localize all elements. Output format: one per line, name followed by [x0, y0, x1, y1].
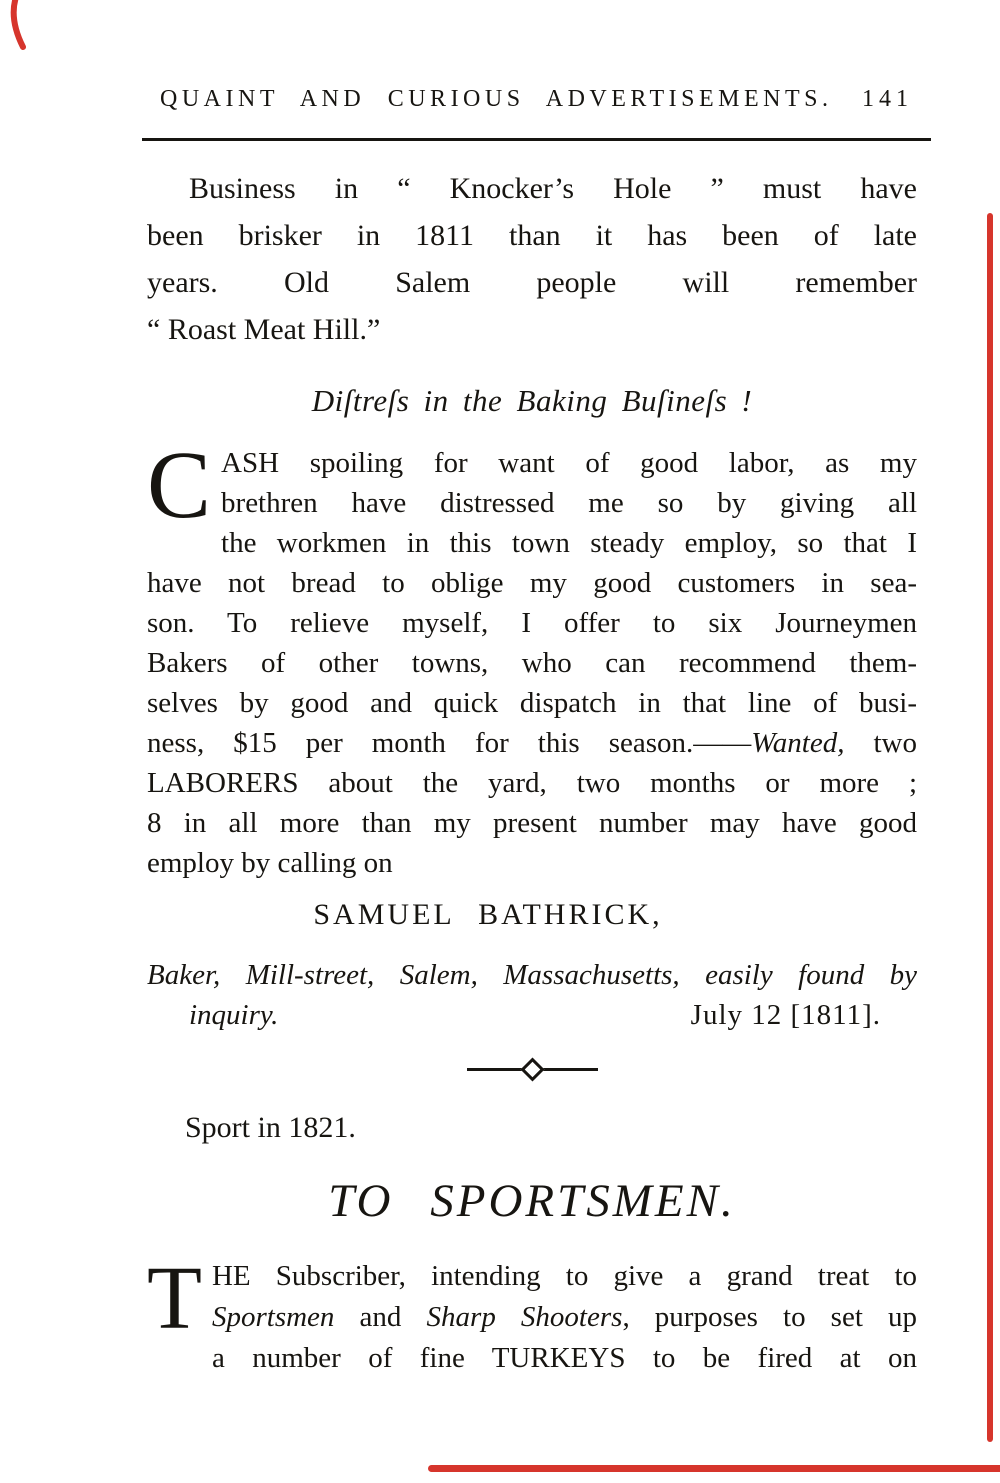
paragraph-line: have not bread to oblige my good customers in sea-	[147, 567, 917, 599]
line-segment-italic: Sharp Shooters	[426, 1301, 623, 1333]
line-segment-italic: Wanted,	[751, 727, 845, 759]
sport-ad-heading: TO SPORTSMEN.	[328, 1175, 736, 1227]
line-segment-italic: Sportsmen	[211, 1301, 335, 1333]
page-title: QUAINT AND CURIOUS ADVERTISEMENTS.	[160, 86, 833, 112]
divider-line-left	[467, 1068, 525, 1071]
paragraph-line: HE Subscriber, intending to give a grand treat to	[211, 1260, 917, 1292]
paragraph-line: years. Old Salem people will remember	[147, 266, 917, 299]
paragraph-line: been brisker in 1811 than it has been of late	[147, 219, 917, 252]
signature-date: July 12 [1811].	[690, 999, 881, 1031]
signature-name: SAMUEL BATHRICK,	[313, 898, 663, 931]
signature-inquiry: inquiry.	[189, 999, 279, 1031]
text-column	[147, 0, 917, 1379]
paragraph-line: the workmen in this town steady employ, so that I	[221, 527, 917, 559]
line-segment: and	[334, 1301, 427, 1333]
red-stroke	[14, 0, 23, 47]
drop-cap: C	[147, 431, 212, 538]
paragraph-line: ASH spoiling for want of good labor, as my	[221, 447, 917, 479]
paragraph-line: LABORERS about the yard, two months or more ;	[147, 767, 917, 799]
red-scan-mark-right-edge	[987, 213, 993, 1442]
sport-ad-paragraph	[147, 1249, 917, 1379]
paragraph-line: Business in “ Knocker’s Hole ” must have	[189, 172, 917, 205]
paragraph-line: employ by calling on	[147, 847, 393, 879]
divider-line-right	[540, 1068, 598, 1071]
business-note-paragraph	[147, 165, 917, 353]
header-rule	[142, 138, 931, 141]
paragraph-line: Bakers of other towns, who can recommend them-	[147, 647, 917, 679]
signature-block	[147, 955, 917, 1035]
page-number: 141	[862, 86, 913, 112]
diamond-icon	[520, 1057, 544, 1081]
line-segment: ness, $15 per month for this season.——	[147, 727, 752, 759]
line-segment: two	[844, 727, 917, 759]
section-divider	[147, 1061, 917, 1078]
running-head	[147, 0, 917, 113]
baking-ad-paragraph	[147, 431, 917, 883]
signature-line: Baker, Mill-street, Salem, Massachusetts, easily found by	[147, 959, 917, 991]
paragraph-line: selves by good and quick dispatch in that line of busi-	[147, 687, 917, 719]
baking-ad-heading: Diſtreſs in the Baking Buſineſs !	[311, 383, 753, 418]
red-scan-mark-bottom-edge	[428, 1465, 1000, 1472]
paragraph-line: son. To relieve myself, I offer to six Journeymen	[147, 607, 917, 639]
paragraph-line: “ Roast Meat Hill.”	[147, 313, 381, 346]
paragraph-line: 8 in all more than my present number may have good	[147, 807, 917, 839]
paragraph-line: brethren have distressed me so by giving all	[221, 487, 917, 519]
paragraph-line: a number of fine TURKEYS to be fired at on	[211, 1342, 917, 1374]
line-segment: , purposes to set up	[622, 1301, 917, 1333]
signature-row	[147, 995, 917, 1035]
paragraph-line-italics	[147, 1297, 917, 1338]
sport-intro: Sport in 1821.	[185, 1111, 356, 1144]
paragraph-line-wanted	[147, 723, 917, 763]
red-scan-mark-top-left	[2, 0, 42, 51]
drop-cap: T	[147, 1249, 202, 1348]
